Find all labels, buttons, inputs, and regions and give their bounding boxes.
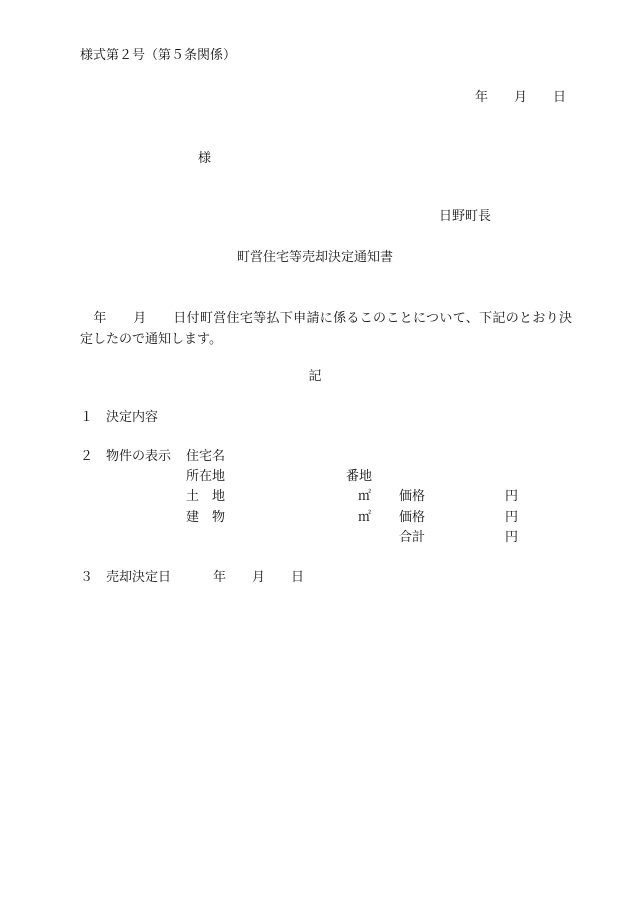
building-yen-unit: 円 [505, 510, 519, 525]
building-area-unit: ㎡ [358, 510, 372, 525]
land-yen-unit: 円 [505, 489, 519, 504]
item-3 [80, 571, 171, 584]
issuer-name: 日野町長 [439, 209, 492, 224]
item-1-label: 決定内容 [106, 410, 159, 425]
location-label: 所在地 [186, 469, 226, 484]
total-yen-unit: 円 [505, 530, 519, 545]
item-2 [80, 450, 171, 463]
land-price-label: 価格 [399, 489, 426, 504]
land-label: 土 地 [186, 489, 226, 504]
building-label: 建 物 [186, 510, 226, 525]
land-area-unit: ㎡ [358, 489, 372, 504]
item-2-number: ２ [80, 449, 94, 464]
total-label: 合計 [399, 530, 426, 545]
item-1-number: １ [80, 410, 94, 425]
body-text: 年 月 日付町営住宅等払下申請に係るこのことについて、下記のとおり決定したので通知します。 [80, 311, 572, 347]
house-name-label: 住宅名 [186, 449, 226, 464]
ki-heading: 記 [308, 369, 322, 384]
lot-number-label: 番地 [346, 469, 373, 484]
document-title: 町営住宅等売却決定通知書 [236, 250, 393, 265]
item-3-label: 売却決定日 [106, 570, 172, 585]
addressee-honorific: 様 [198, 151, 212, 166]
form-number: 様式第２号（第５条関係） [80, 48, 237, 63]
item-3-number: ３ [80, 570, 94, 585]
building-price-label: 価格 [399, 510, 426, 525]
item-2-label: 物件の表示 [106, 449, 172, 464]
sale-date-line: 年 月 日 [213, 570, 305, 585]
date-line: 年 月 日 [475, 90, 567, 105]
item-1 [80, 411, 158, 424]
